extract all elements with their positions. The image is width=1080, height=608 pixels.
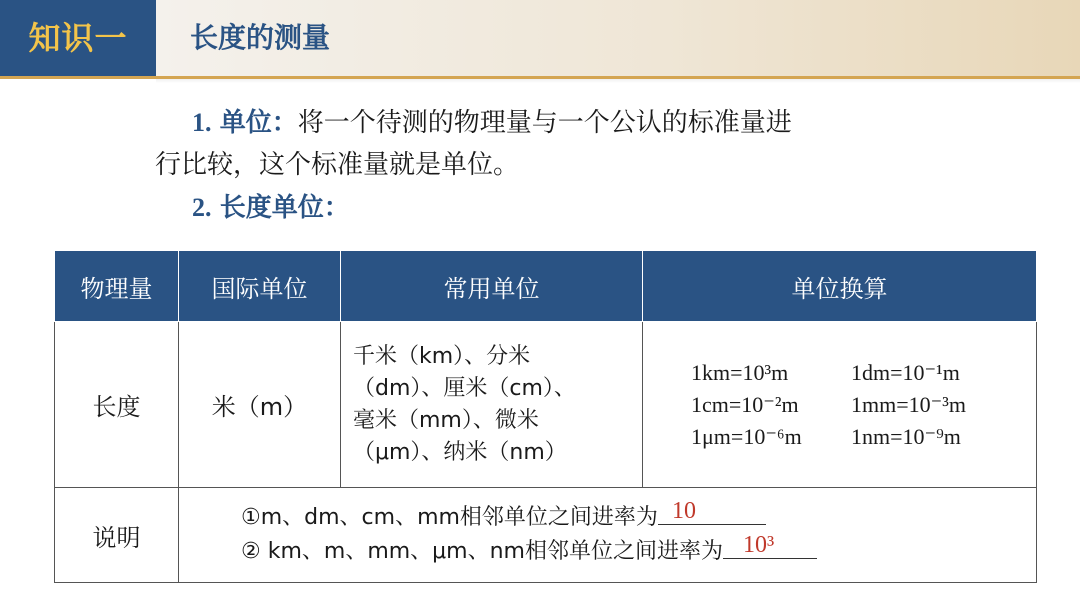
cell-conversions <box>643 322 1037 488</box>
common-units-line: （dm）、厘米（cm）、 <box>353 375 576 401</box>
item-1-text-a: 将一个待测的物理量与一个公认的标准量进 <box>297 108 792 138</box>
table-header-row <box>55 251 1037 322</box>
answer-1-value: 10 <box>671 498 696 524</box>
common-units-line: 毫米（mm）、微米 <box>353 407 539 433</box>
header-conversion: 单位换算 <box>643 251 1037 322</box>
item-2-number: 2. <box>192 193 212 222</box>
note-2-text: ② km、m、mm、μm、nm相邻单位之间进率为 <box>241 539 723 564</box>
conversion-km: 1km=10³m <box>691 359 789 385</box>
common-units-line: （μm）、纳米（nm） <box>353 439 567 465</box>
item-2-label: 长度单位： <box>219 193 350 223</box>
page-title: 长度的测量 <box>190 21 331 54</box>
table-row-notes <box>55 488 1037 583</box>
header-shadow <box>156 79 1080 83</box>
conversion-mm: 1mm=10⁻³m <box>851 391 966 417</box>
note-2-answer <box>723 532 817 559</box>
cell-quantity: 长度 <box>55 322 179 488</box>
header-bar <box>0 0 1080 78</box>
header-quantity: 物理量 <box>55 251 179 322</box>
answer-2-value: 10³ <box>742 532 775 558</box>
header-common-units: 常用单位 <box>341 251 643 322</box>
intro-item-2 <box>192 191 350 225</box>
conversion-dm: 1dm=10⁻¹m <box>851 359 960 385</box>
common-units-line: 千米（km）、分米 <box>353 343 531 369</box>
intro-item-1-line-2 <box>155 148 519 182</box>
note-1-text: ①m、dm、cm、mm相邻单位之间进率为 <box>241 505 658 530</box>
conversion-cm: 1cm=10⁻²m <box>691 391 799 417</box>
note-1 <box>241 498 1036 535</box>
cell-si-unit: 米（m） <box>179 322 341 488</box>
item-1-label: 单位： <box>219 108 298 138</box>
item-1-text-b: 行比较，这个标准量就是单位。 <box>155 150 520 180</box>
cell-notes <box>179 488 1037 583</box>
table-row-length <box>55 322 1037 488</box>
conversion-um: 1μm=10⁻⁶m <box>691 423 802 449</box>
length-units-table <box>54 250 1037 583</box>
note-2 <box>241 532 1036 569</box>
conversion-row <box>643 389 1036 421</box>
header-si-unit: 国际单位 <box>179 251 341 322</box>
intro-item-1-line-1 <box>192 106 792 140</box>
note-1-answer <box>658 498 766 525</box>
section-tag: 知识一 <box>0 0 156 76</box>
cell-common-units <box>341 322 643 488</box>
conversion-row <box>643 357 1036 389</box>
conversion-nm: 1nm=10⁻⁹m <box>851 423 961 449</box>
cell-notes-label: 说明 <box>55 488 179 583</box>
conversion-row <box>643 421 1036 453</box>
item-1-number: 1. <box>192 108 212 137</box>
